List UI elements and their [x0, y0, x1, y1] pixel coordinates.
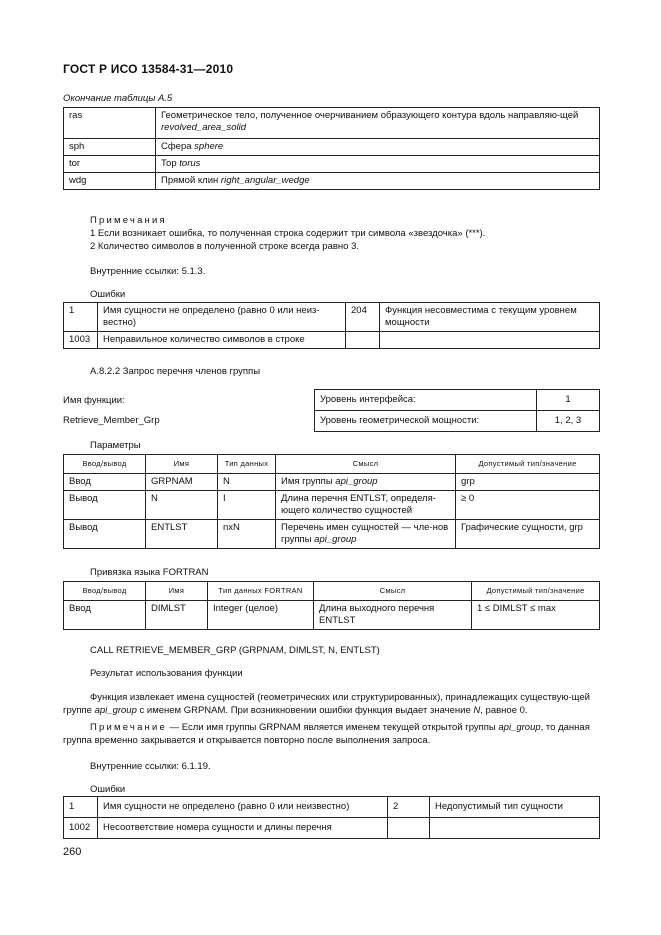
- fortran-meaning: Длина выходного перечня ENTLST: [314, 601, 472, 630]
- param-name: ENTLST: [146, 520, 218, 549]
- code-cell: tor: [64, 156, 156, 173]
- param-type: I: [218, 491, 276, 520]
- errors-label: Ошибки: [90, 289, 126, 300]
- column-header: Смысл: [314, 582, 472, 601]
- param-io: Вывод: [64, 520, 146, 549]
- result-paragraph: Функция извлекает имена сущностей (геометрических или структурированных), принадлежащих существую-щей группе api_group с именем GRPNAM. При возникновении ошибки функция выдает значение N, равное 0.: [63, 692, 590, 716]
- function-name-label: Имя функции:: [63, 395, 125, 406]
- param-allowed: grp: [456, 474, 600, 491]
- param-meaning: Перечень имен сущностей — чле-нов группы api_group: [276, 520, 456, 549]
- params-label: Параметры: [90, 440, 141, 451]
- table-header-row: [64, 582, 600, 601]
- desc-cell: Геометрическое тело, полученное очерчиванием образующего контура вдоль направляю-щей revolved_area_solid: [156, 108, 600, 139]
- note-paragraph: Примечание — Если имя группы GRPNAM является именем текущей открытой группы api_group, то данная группа временно закрывается и открывается повторно после выполнения запроса.: [63, 722, 590, 746]
- fortran-label: Привязка языка FORTRAN: [90, 567, 209, 578]
- column-header: Смысл: [276, 455, 456, 474]
- param-type: N: [218, 474, 276, 491]
- table-a5: [63, 107, 600, 190]
- error-code: 1002: [64, 818, 98, 839]
- param-type: nxN: [218, 520, 276, 549]
- table-row: [315, 390, 600, 411]
- column-header: Допустимый тип/значение: [456, 455, 600, 474]
- errors-table-2: [63, 796, 600, 839]
- section-heading: A.8.2.2 Запрос перечня членов группы: [90, 366, 261, 377]
- fortran-type: Integer (целое): [208, 601, 314, 630]
- error-text: Имя сущности не определено (равно 0 или неиз-вестно): [98, 303, 346, 332]
- notes-heading: Примечания: [90, 215, 167, 226]
- table-header-row: [64, 455, 600, 474]
- param-name: GRPNAM: [146, 474, 218, 491]
- table-row: [64, 474, 600, 491]
- param-io: Ввод: [64, 474, 146, 491]
- result-heading: Результат использования функции: [90, 668, 243, 679]
- table-row: [64, 156, 600, 173]
- table-row: [64, 332, 600, 349]
- errors-label: Ошибки: [90, 784, 126, 795]
- error-code: [346, 332, 380, 349]
- error-text: Неправильное количество символов в строке: [98, 332, 346, 349]
- error-text: [430, 818, 600, 839]
- param-meaning: Имя группы api_group: [276, 474, 456, 491]
- param-meaning: Длина перечня ENTLST, определя-ющего количество сущностей: [276, 491, 456, 520]
- level-table: [314, 389, 600, 432]
- error-text: Функция несовместима с текущим уровнем мощности: [380, 303, 600, 332]
- table-row: [64, 491, 600, 520]
- function-name-value: Retrieve_Member_Grp: [63, 415, 160, 426]
- level-label: Уровень интерфейса:: [315, 390, 537, 411]
- column-header: Тип данных: [218, 455, 276, 474]
- call-statement: CALL RETRIEVE_MEMBER_GRP (GRPNAM, DIMLST, N, ENTLST): [90, 645, 380, 656]
- table-row: [64, 520, 600, 549]
- document-header: ГОСТ Р ИСО 13584-31—2010: [63, 62, 234, 76]
- table-row: [64, 139, 600, 156]
- desc-cell: Тор torus: [156, 156, 600, 173]
- param-allowed: Графические сущности, grp: [456, 520, 600, 549]
- error-text: [380, 332, 600, 349]
- table-row: [64, 601, 600, 630]
- error-text: Имя сущности не определено (равно 0 или неизвестно): [98, 797, 388, 818]
- table-row: [315, 411, 600, 432]
- error-code: 204: [346, 303, 380, 332]
- fortran-name: DIMLST: [146, 601, 208, 630]
- fortran-allowed: 1 ≤ DIMLST ≤ max: [472, 601, 600, 630]
- errors-table-1: [63, 302, 600, 349]
- error-text: Недопустимый тип сущности: [430, 797, 600, 818]
- column-header: Допустимый тип/значение: [472, 582, 600, 601]
- code-cell: wdg: [64, 173, 156, 190]
- error-text: Несоответствие номера сущности и длины перечня: [98, 818, 388, 839]
- error-code: 1: [64, 303, 98, 332]
- column-header: Ввод/вывод: [64, 582, 146, 601]
- table-row: [64, 173, 600, 190]
- internal-refs: Внутренние ссылки: 6.1.19.: [90, 761, 211, 772]
- fortran-io: Ввод: [64, 601, 146, 630]
- code-cell: sph: [64, 139, 156, 156]
- table-caption: Окончание таблицы А.5: [63, 93, 173, 104]
- desc-cell: Сфера sphere: [156, 139, 600, 156]
- column-header: Имя: [146, 455, 218, 474]
- desc-cell: Прямой клин right_angular_wedge: [156, 173, 600, 190]
- error-code: [388, 818, 430, 839]
- table-row: [64, 797, 600, 818]
- param-name: N: [146, 491, 218, 520]
- internal-refs: Внутренние ссылки: 5.1.3.: [90, 266, 206, 277]
- column-header: Имя: [146, 582, 208, 601]
- params-table: [63, 454, 600, 549]
- error-code: 2: [388, 797, 430, 818]
- level-value: 1, 2, 3: [537, 411, 600, 432]
- table-row: [64, 303, 600, 332]
- page-number: 260: [63, 846, 82, 858]
- error-code: 1: [64, 797, 98, 818]
- fortran-table: [63, 581, 600, 630]
- code-cell: ras: [64, 108, 156, 139]
- level-label: Уровень геометрической мощности:: [315, 411, 537, 432]
- note-item: 2 Количество символов в полученной строке всегда равно 3.: [90, 241, 359, 252]
- table-row: [64, 818, 600, 839]
- note-item: 1 Если возникает ошибка, то полученная строка содержит три символа «звездочка» (***).: [90, 228, 486, 239]
- level-value: 1: [537, 390, 600, 411]
- param-allowed: ≥ 0: [456, 491, 600, 520]
- column-header: Тип данных FORTRAN: [208, 582, 314, 601]
- param-io: Вывод: [64, 491, 146, 520]
- error-code: 1003: [64, 332, 98, 349]
- table-row: [64, 108, 600, 139]
- column-header: Ввод/вывод: [64, 455, 146, 474]
